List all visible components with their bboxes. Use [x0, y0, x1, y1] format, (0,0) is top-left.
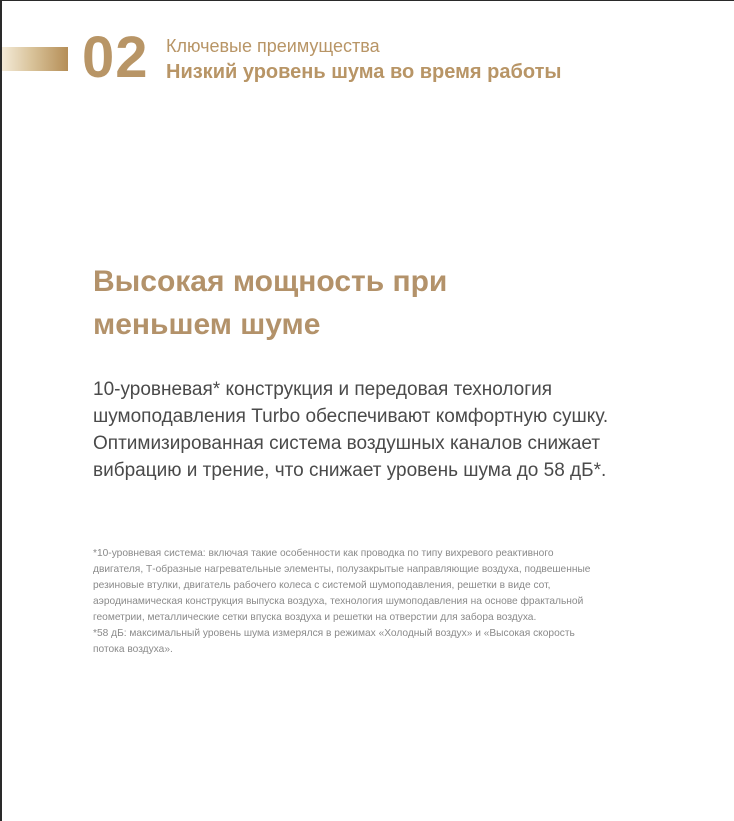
headline: [93, 260, 553, 346]
section-accent-bar: [2, 47, 68, 71]
page-border-top: [0, 0, 734, 1]
headline-line-1: Высокая мощность при: [93, 265, 448, 298]
headline-line-2: меньшем шуме: [93, 308, 321, 341]
footnote-58-db: *58 дБ: максимальный уровень шума измерялся в режимах «Холодный воздух» и «Высокая скорость потока воздуха».: [93, 628, 575, 655]
section-label: Ключевые преимущества: [166, 36, 380, 56]
body-paragraph: 10-уровневая* конструкция и передовая технология шумоподавления Turbo обеспечивают комфортную сушку. Оптимизированная система воздушных каналов снижает вибрацию и трение, что снижает уровень шума до 58 дБ*.: [93, 379, 609, 481]
section-number: 02: [82, 25, 149, 90]
page-border-left: [0, 0, 2, 821]
section-subtitle: Низкий уровень шума во время работы: [166, 61, 562, 83]
footnote-10-level: *10-уровневая система: включая такие особенности как проводка по типу вихревого реактивного двигателя, Т-образные нагревательные элементы, полузакрытые направляющие воздуха, подвешенные резиновые втулки, двигатель рабочего колеса с системой шумоподавления, решетки в виде сот, аэродинамическая конструкция выпуска воздуха, технология шумоподавления на основе фрактальной геометрии, металлические сетки впуска воздуха и решетки на отверстии для забора воздуха.: [93, 548, 591, 623]
footnotes: [93, 546, 593, 658]
